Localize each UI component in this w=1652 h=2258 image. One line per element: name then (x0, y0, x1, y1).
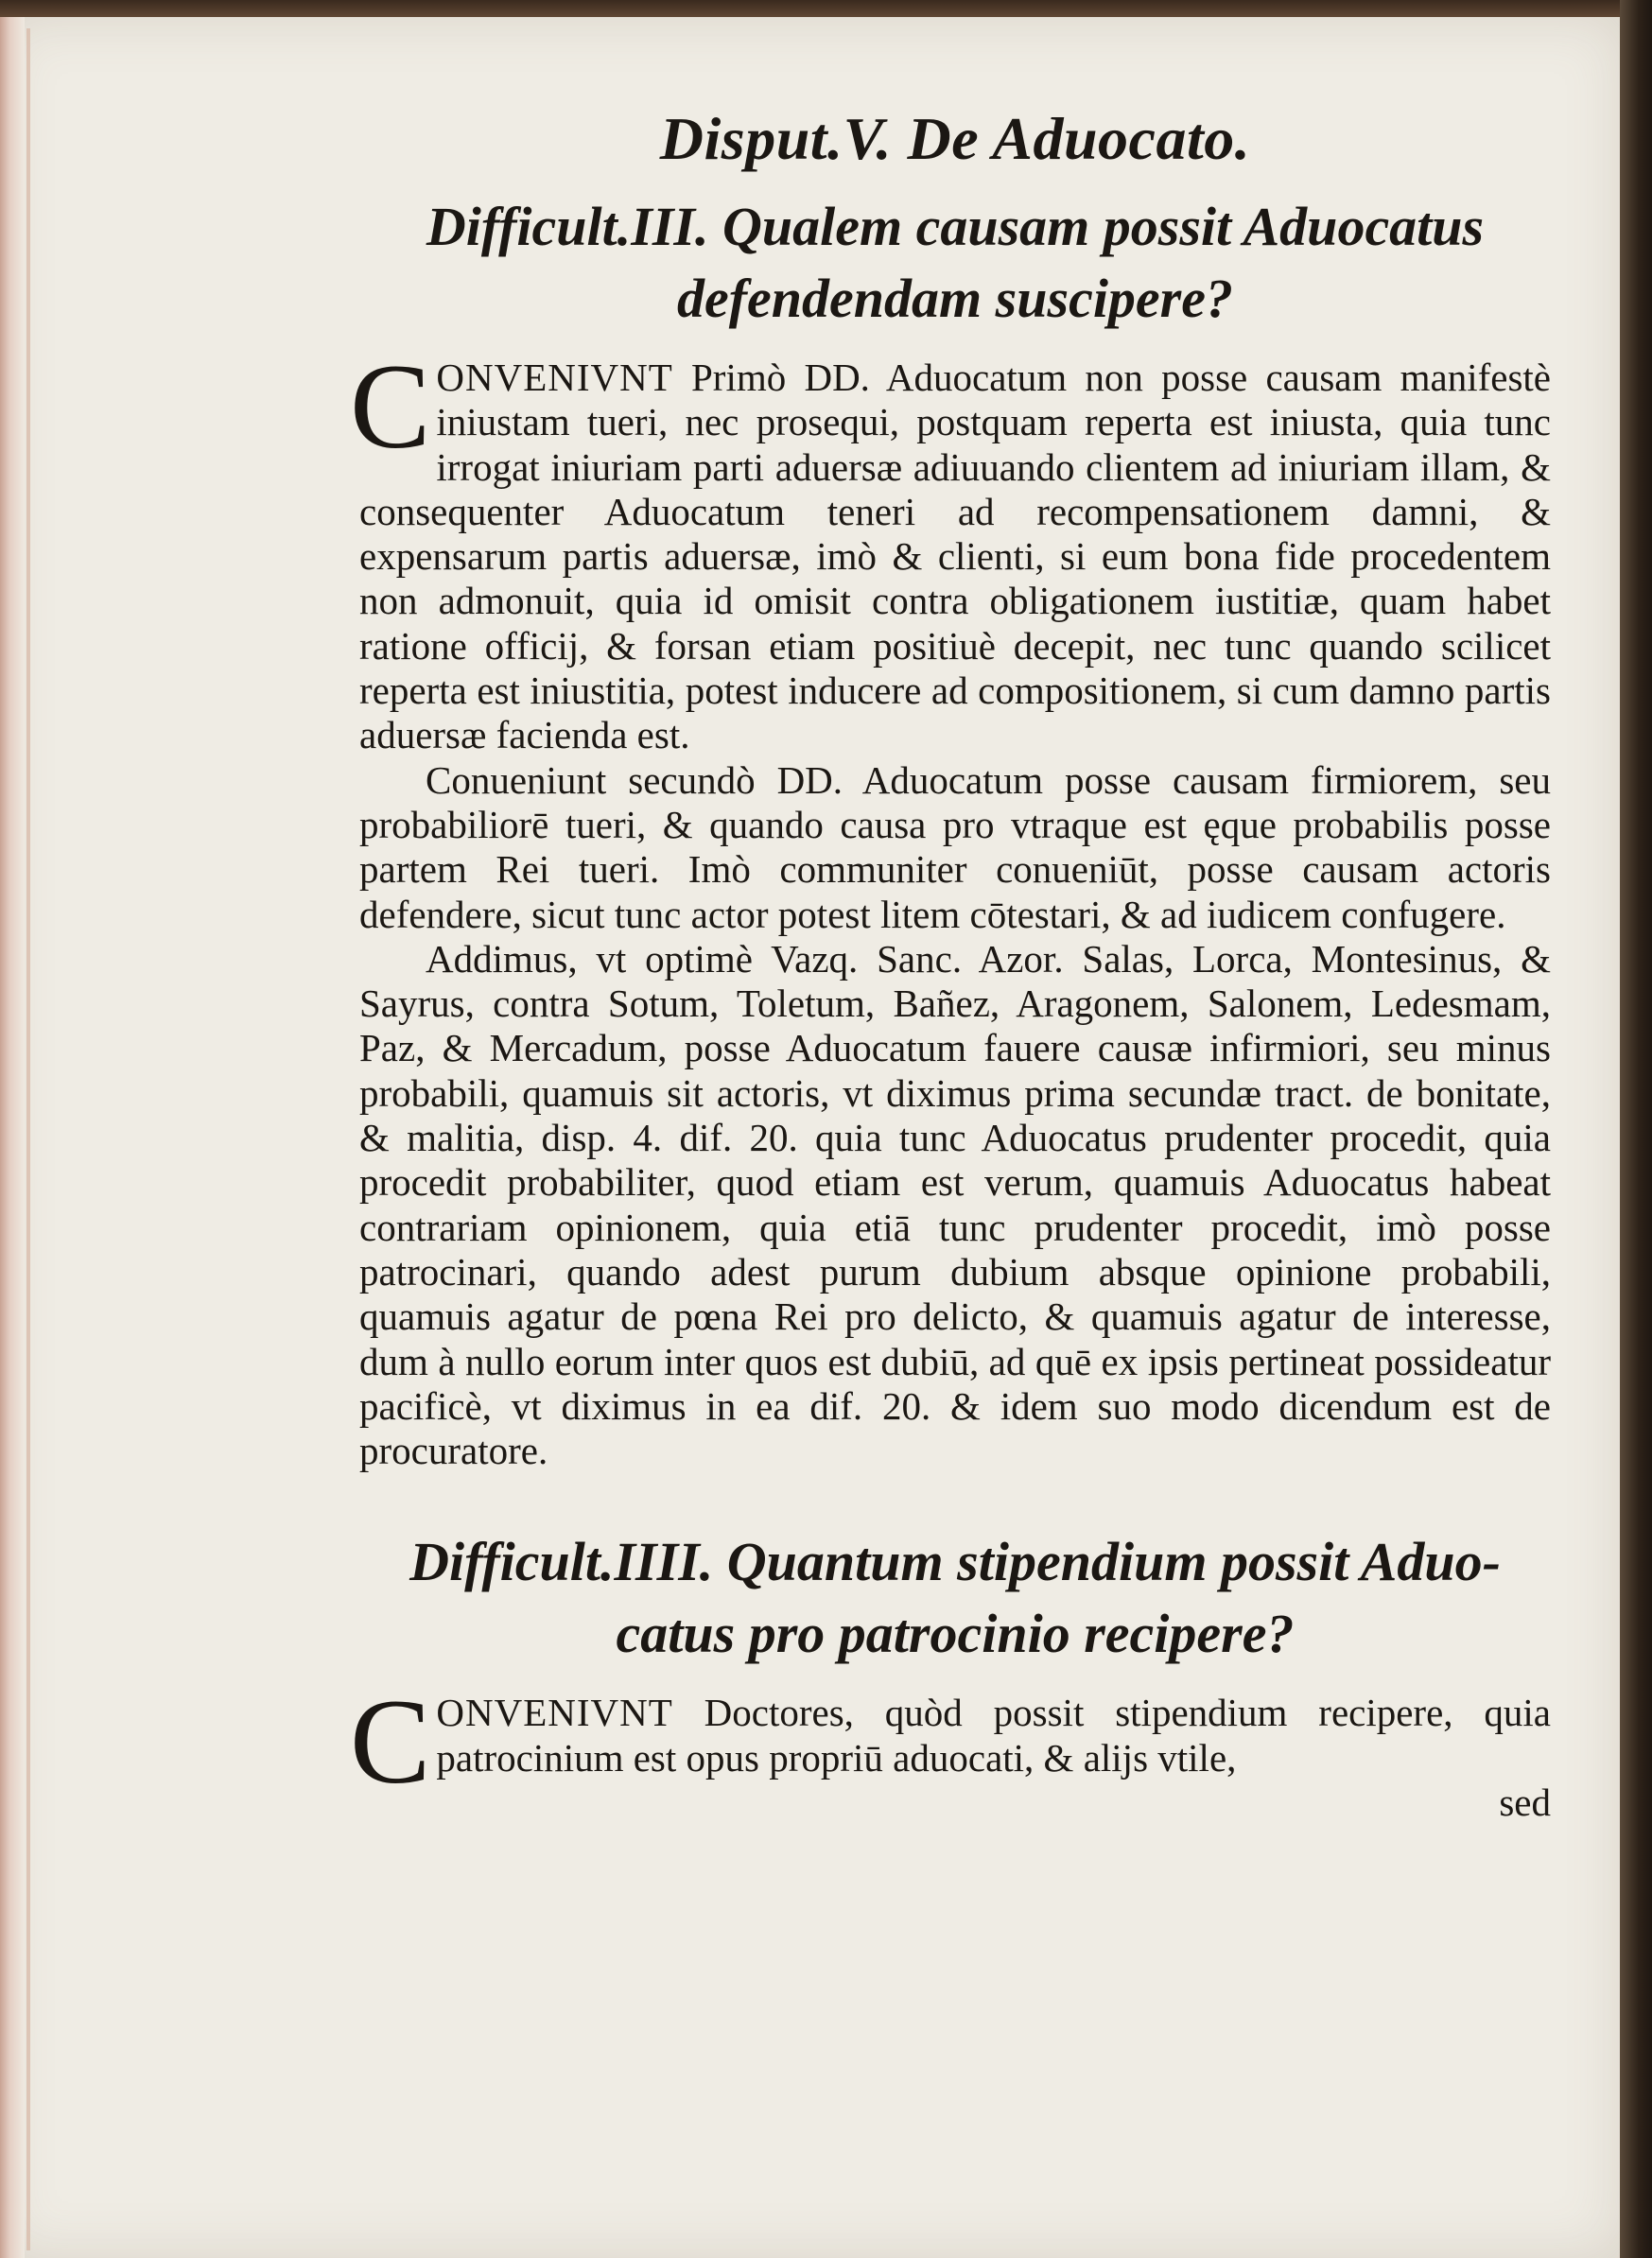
lead-word: ONVENIVNT (436, 1691, 673, 1735)
paragraph-2: Conueniunt secundò DD. Aduocatum posse causam firmiorem, seu probabiliorē tueri, & quando causa pro vtraque est ęque probabilis posse partem Rei tueri. Imò communiter conueniūt, posse causam actoris defendere, sicut tunc actor potest litem cōtestari, & ad iudicem confugere. (359, 757, 1551, 936)
section-title-difficult-3 (359, 191, 1551, 335)
page-edge-stain (26, 28, 30, 2250)
page-left-edge (0, 17, 25, 2258)
lead-word: ONVENIVNT (436, 356, 673, 399)
paragraph-3: Addimus, vt optimè Vazq. Sanc. Azor. Salas, Lorca, Montesinus, & Sayrus, contra Sotum, Toletum, Bañez, Aragonem, Salonem, Ledesmam, Paz, & Mercadum, posse Aduocatum fauere causæ infirmiori, seu minus probabili, quamuis sit actoris, vt diximus prima secundæ tract. de bonitate, & malitia, disp. 4. dif. 20. quia tunc Aduocatus prudenter procedit, quia procedit probabiliter, quod etiam est verum, quamuis Aduocatus habeat contrariam opinionem, quia etiā tunc prudenter procedit, imò posse patrocinari, quando adest purum dubium absque opinione probabili, quamuis agatur de pœna Rei pro delicto, & quamuis agatur de interesse, dum à nullo eorum inter quos est dubiū, ad quē ex ipsis pertineat possideatur pacificè, vt diximus in ea dif. 20. & idem suo modo dicendum est de procuratore. (359, 936, 1551, 1473)
binding-edge (1620, 0, 1652, 2258)
paragraph-text: Doctores, quòd possit stipendium recipere, quia patrocinium est opus propriū aduocati, & alijs vtile, (436, 1691, 1551, 1780)
catchword: sed (1499, 1780, 1551, 1825)
drop-cap: C (350, 339, 431, 474)
paragraph-1 (350, 339, 1551, 758)
section-title-difficult-4 (359, 1526, 1551, 1670)
section-title-line-1: Difficult.IIII. Quantum stipendium possit Aduo- (409, 1531, 1501, 1593)
section-title-line-2: defendendam suscipere? (677, 268, 1233, 329)
section-title-line-2: catus pro patrocinio recipere? (616, 1603, 1295, 1665)
running-head: Disput.V. De Aduocato. (659, 105, 1251, 172)
page-content (350, 104, 1551, 1825)
paragraph-text: Primò DD. Aduocatum non posse causam manifestè iniustam tueri, nec prosequi, postquam reperta est iniusta, quia tunc irrogat iniuriam parti aduersæ adiuuando clientem ad iniuriam illam, & consequenter Aduocatum teneri ad recompensationem damni, & expensarum partis aduersæ, imò & clienti, si eum bona fide procedentem non admonuit, quia id omisit contra obligationem iustitiæ, quam habet ratione officij, & forsan etiam positiuè decepit, nec tunc quando scilicet reperta est iniustitia, potest inducere ad compositionem, si cum damno partis aduersæ facienda est. (359, 356, 1551, 757)
drop-cap: C (350, 1675, 431, 1810)
section-title-line-1: Difficult.III. Qualem causam possit Aduocatus (426, 196, 1485, 257)
section-gap (359, 1473, 1551, 1526)
